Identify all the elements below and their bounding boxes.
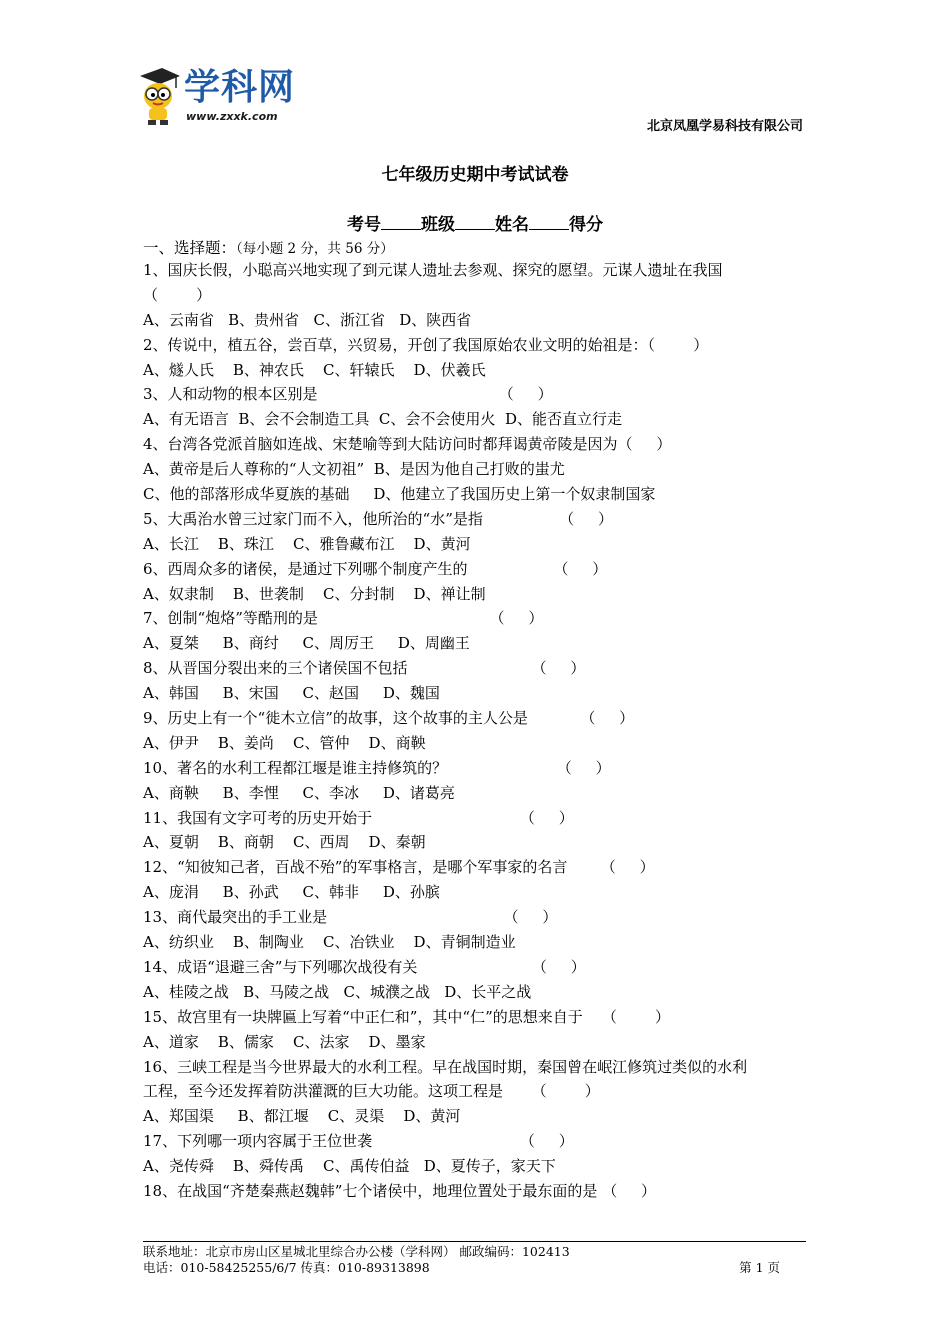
question-line: 11、我国有文字可考的历史开始于 （ ） <box>143 808 574 827</box>
question-line: 17、下列哪一项内容属于王位世袭 （ ） <box>143 1132 574 1151</box>
exam-info-line <box>0 210 950 235</box>
question-line: A、云南省 B、贵州省 C、浙江省 D、陕西省 <box>143 310 472 329</box>
question-line: 16、三峡工程是当今世界最大的水利工程。早在战国时期，秦国曾在岷江修筑过类似的水利 <box>143 1057 748 1076</box>
question-line: 7、创制“炮烙”等酷刑的是 （ ） <box>143 609 544 628</box>
site-logo <box>136 66 306 128</box>
exam-no-blank[interactable] <box>381 213 421 230</box>
exam-title: 七年级历史期中考试试卷 <box>381 165 569 185</box>
question-line: A、庞涓 B、孙武 C、韩非 D、孙膑 <box>143 883 440 902</box>
question-line: 8、从晋国分裂出来的三个诸侯国不包括 （ ） <box>143 659 586 678</box>
score-label: 得分 <box>569 215 603 235</box>
question-list <box>143 258 813 1204</box>
question-line: 12、“知彼知己者，百战不殆”的军事格言，是哪个军事家的名言 （ ） <box>143 858 655 877</box>
name-blank[interactable] <box>529 213 569 230</box>
question-line: A、夏桀 B、商纣 C、周厉王 D、周幽王 <box>143 634 470 653</box>
class-label: 班级 <box>421 215 455 235</box>
footer-address: 联系地址：北京市房山区星城北里综合办公楼（学科网） 邮政编码：102413 <box>143 1244 570 1259</box>
question-line: 15、故宫里有一块牌匾上写着“中正仁和”，其中“仁”的思想来自于 （ ） <box>143 1007 670 1026</box>
question-line: 14、成语“退避三舍”与下列哪次战役有关 （ ） <box>143 957 586 976</box>
question-line: A、夏朝 B、商朝 C、西周 D、秦朝 <box>143 833 426 852</box>
question-line: 9、历史上有一个“徙木立信”的故事，这个故事的主人公是 （ ） <box>143 709 635 728</box>
question-line: 2、传说中，植五谷，尝百草，兴贸易，开创了我国原始农业文明的始祖是：（ ） <box>143 335 709 354</box>
question-line: A、奴隶制 B、世袭制 C、分封制 D、禅让制 <box>143 584 486 603</box>
question-line: A、郑国渠 B、都江堰 C、灵渠 D、黄河 <box>143 1107 461 1126</box>
company-name: 北京凤凰学易科技有限公司 <box>646 119 803 134</box>
question-line: 10、著名的水利工程都江堰是谁主持修筑的？ （ ） <box>143 758 611 777</box>
section-title: 一、选择题： <box>143 239 237 257</box>
section-note: （每小题 2 分，共 56 分） <box>236 241 394 257</box>
question-line: A、黄帝是后人尊称的“人文初祖” B、是因为他自己打败的蚩尤 <box>143 460 565 479</box>
footer-divider <box>143 1241 806 1242</box>
question-line: A、纺织业 B、制陶业 C、冶铁业 D、青铜制造业 <box>143 933 516 952</box>
question-line: 工程，至今还发挥着防洪灌溉的巨大功能。这项工程是 （ ） <box>143 1082 600 1101</box>
question-line: A、桂陵之战 B、马陵之战 C、城濮之战 D、长平之战 <box>143 982 532 1001</box>
question-line: A、尧传舜 B、舜传禹 C、禹传伯益 D、夏传子，家天下 <box>143 1157 556 1176</box>
question-line: 5、大禹治水曾三过家门而不入，他所治的“水”是指 （ ） <box>143 509 614 528</box>
question-line: 3、人和动物的根本区别是 （ ） <box>143 385 553 404</box>
question-line: A、燧人氏 B、神农氏 C、轩辕氏 D、伏羲氏 <box>143 360 486 379</box>
logo-url: www.zxxk.com <box>186 110 278 123</box>
question-line: 18、在战国“齐楚秦燕赵魏韩”七个诸侯中，地理位置处于最东面的是 （ ） <box>143 1181 657 1200</box>
question-line: A、商鞅 B、李悝 C、李冰 D、诸葛亮 <box>143 783 455 802</box>
question-line: 6、西周众多的诸侯，是通过下列哪个制度产生的 （ ） <box>143 559 608 578</box>
logo-text: 学科网 <box>184 67 296 108</box>
footer-phone: 电话：010-58425255/6/7 传真：010-89313898 <box>143 1260 430 1275</box>
question-line: A、韩国 B、宋国 C、赵国 D、魏国 <box>143 684 440 703</box>
exam-no-label: 考号 <box>347 215 381 235</box>
section-heading <box>143 236 394 258</box>
question-line: A、长江 B、珠江 C、雅鲁藏布江 D、黄河 <box>143 534 471 553</box>
class-blank[interactable] <box>455 213 495 230</box>
question-line: A、伊尹 B、姜尚 C、管仲 D、商鞅 <box>143 733 426 752</box>
question-line: C、他的部落形成华夏族的基础 D、他建立了我国历史上第一个奴隶制国家 <box>143 485 656 504</box>
question-line: A、道家 B、儒家 C、法家 D、墨家 <box>143 1032 426 1051</box>
question-line: 4、台湾各党派首脑如连战、宋楚喻等到大陆访问时都拜谒黄帝陵是因为（ ） <box>143 435 672 454</box>
question-line: （ ） <box>143 285 212 304</box>
footer-contact <box>143 1244 570 1276</box>
mascot-icon <box>136 66 182 128</box>
question-line: 13、商代最突出的手工业是 （ ） <box>143 908 558 927</box>
page-number: 第 1 页 <box>739 1260 780 1275</box>
question-line: A、有无语言 B、会不会制造工具 C、会不会使用火 D、能否直立行走 <box>143 410 622 429</box>
name-label: 姓名 <box>495 215 529 235</box>
question-line: 1、国庆长假，小聪高兴地实现了到元谋人遗址去参观、探究的愿望。元谋人遗址在我国 <box>143 261 723 279</box>
